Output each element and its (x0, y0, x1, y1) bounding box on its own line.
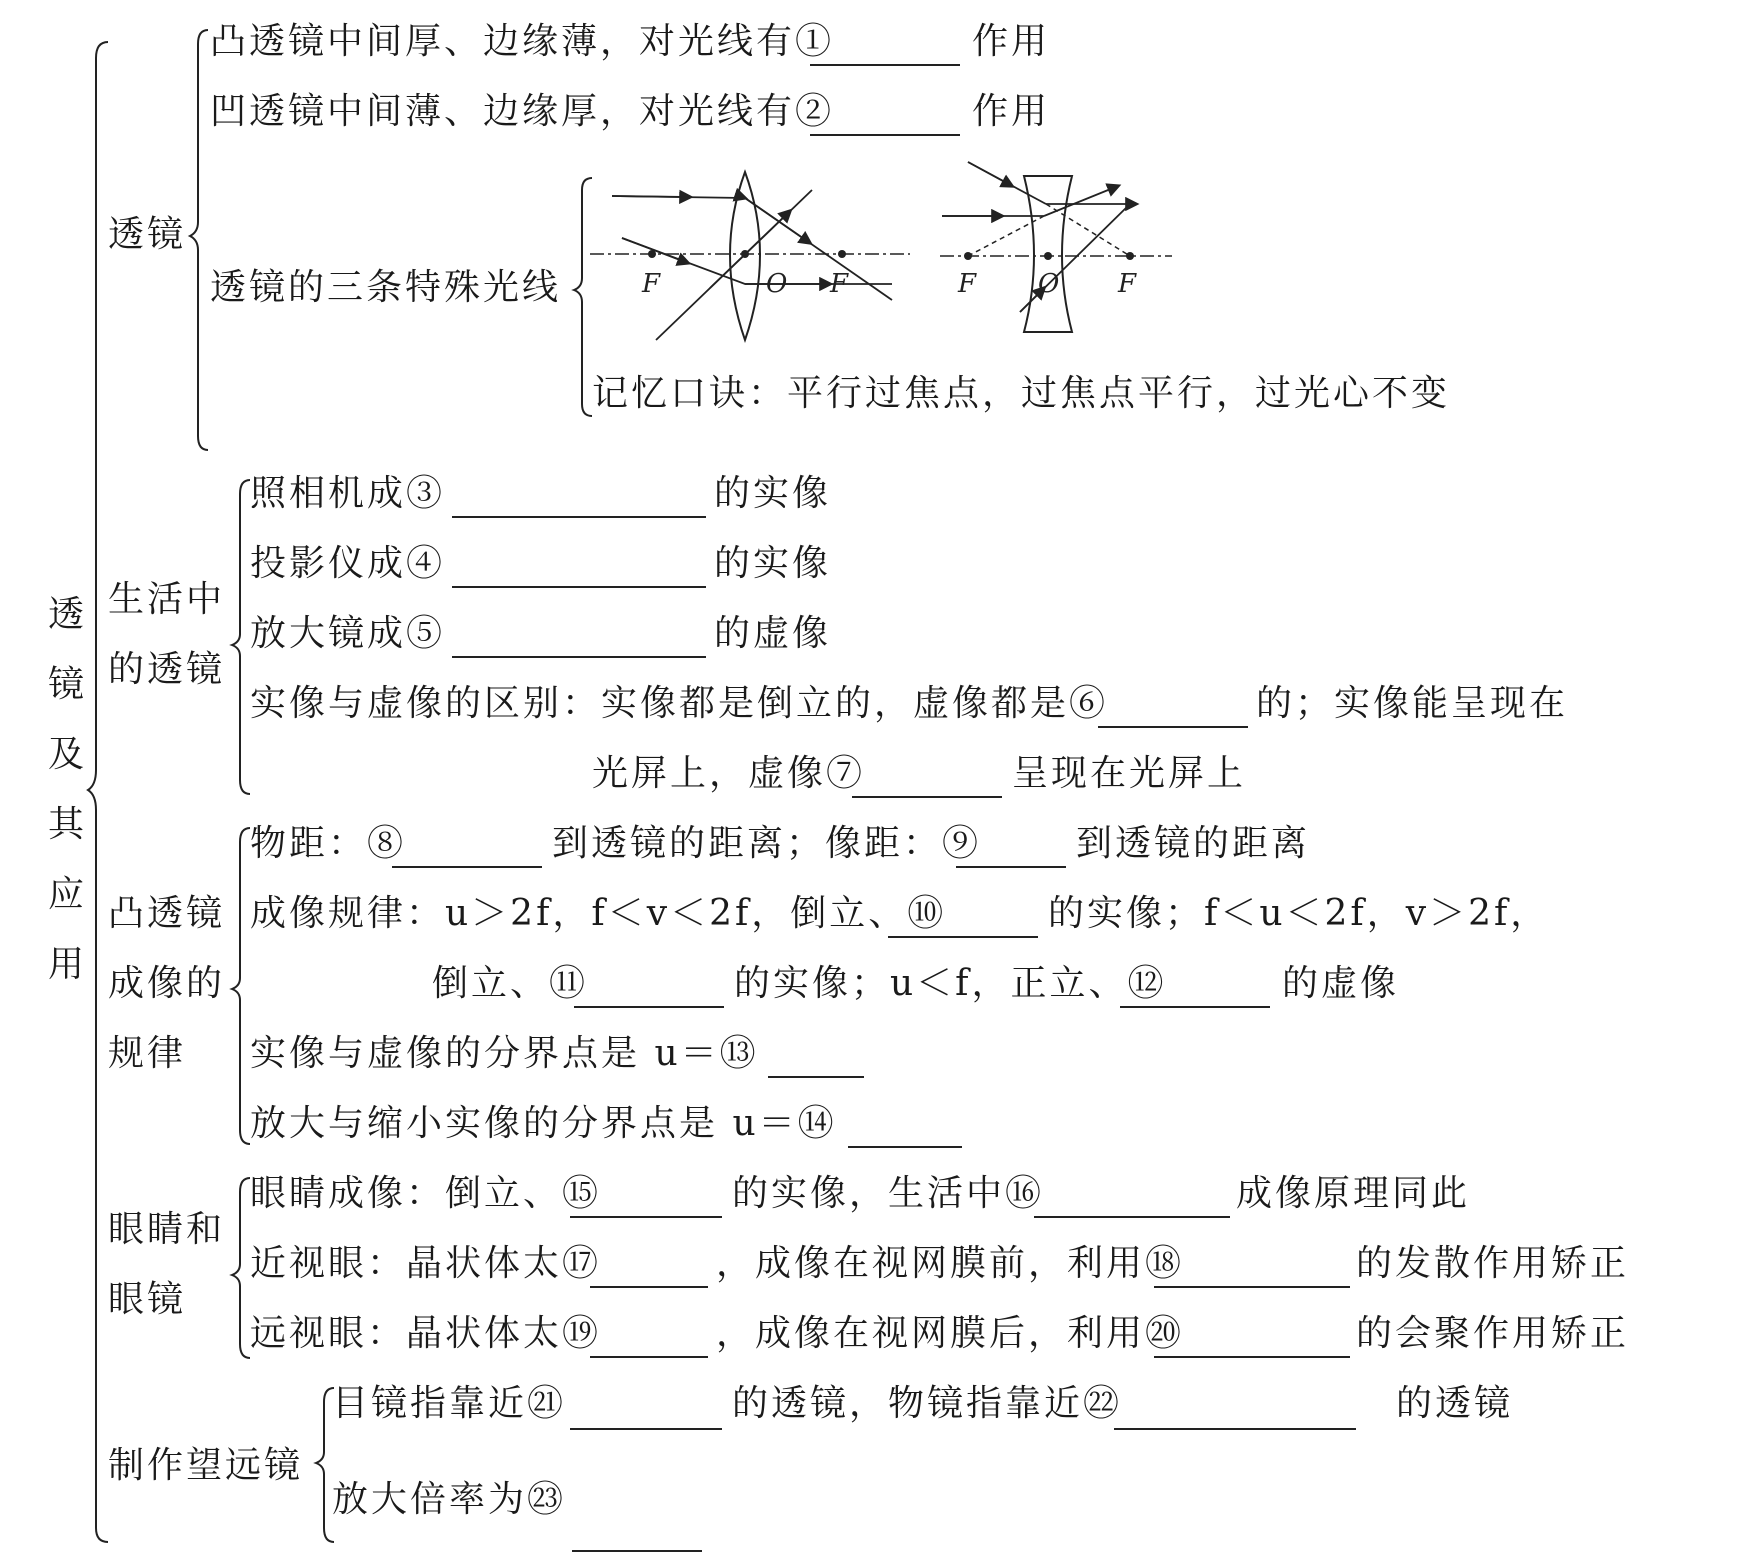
concave-line-post: 作用 (972, 91, 1051, 132)
blank-23[interactable] (572, 1550, 702, 1552)
blank-16[interactable] (1034, 1216, 1230, 1218)
focus-left (964, 252, 972, 260)
rule-brace (232, 828, 250, 1144)
life-label-line1: 生活中 (108, 579, 226, 620)
blank-7[interactable] (852, 796, 1002, 798)
eye-label-line2: 眼镜 (108, 1279, 187, 1320)
blank-9[interactable] (956, 866, 1066, 868)
blank-14[interactable] (848, 1146, 962, 1148)
o-label: O (766, 269, 788, 299)
myopia-pre: 近视眼：晶状体太⑰ (250, 1243, 602, 1284)
eye-imaging-pre: 眼睛成像：倒立、⑮ (250, 1173, 602, 1214)
mnemonic: 记忆口诀：平行过焦点，过焦点平行，过光心不变 (592, 373, 1451, 414)
camera-pre: 照相机成③ (250, 473, 446, 514)
concave-line-pre: 凹透镜中间薄、边缘厚，对光线有② (210, 91, 835, 132)
focus-right (838, 250, 846, 258)
ray-focal (622, 238, 892, 284)
blank-11[interactable] (574, 1006, 724, 1008)
convex-lens-diagram (590, 160, 920, 350)
root-char: 镜 (47, 664, 84, 705)
boundary1: 实像与虚像的分界点是 u＝⑬ (250, 1033, 759, 1074)
distance-pre: 物距：⑧ (250, 823, 407, 864)
rule-label-line2: 成像的 (108, 963, 226, 1004)
projector-pre: 投影仪成④ (250, 543, 446, 584)
blank-5[interactable] (452, 656, 706, 658)
distance-mid: 到透镜的距离；像距：⑨ (552, 823, 982, 864)
convex-line-pre: 凸透镜中间厚、边缘薄，对光线有① (210, 21, 835, 62)
blank-22[interactable] (1114, 1428, 1356, 1430)
boundary2: 放大与缩小实像的分界点是 u＝⑭ (250, 1103, 837, 1144)
blank-1[interactable] (810, 64, 960, 66)
hyperopia-mid: ，成像在视网膜后，利用⑳ (716, 1313, 1185, 1354)
rule1-post: 的实像；f＜u＜2f，v＞2f， (1048, 893, 1550, 934)
eye-imaging-post: 成像原理同此 (1236, 1173, 1471, 1214)
rule2-pre: 倒立、⑪ (432, 963, 589, 1004)
blank-20[interactable] (1154, 1356, 1350, 1358)
magnifier-pre: 放大镜成⑤ (250, 613, 446, 654)
blank-10[interactable] (888, 936, 1038, 938)
f-label: F (830, 269, 849, 299)
blank-8[interactable] (392, 866, 542, 868)
life-label-line2: 的透镜 (108, 649, 226, 690)
rule1-pre: 成像规律：u＞2f，f＜v＜2f，倒立、⑩ (250, 893, 947, 934)
concave-lens-diagram (940, 160, 1180, 340)
camera-post: 的实像 (714, 473, 832, 514)
rule-label-line3: 规律 (108, 1033, 187, 1074)
f-label: F (958, 269, 977, 299)
rule2-mid: 的实像；u＜f，正立、⑫ (734, 963, 1167, 1004)
diff2-post: 呈现在光屏上 (1012, 753, 1247, 794)
root-char: 透 (47, 594, 84, 635)
blank-15[interactable] (570, 1216, 722, 1218)
hyperopia-pre: 远视眼：晶状体太⑲ (250, 1313, 602, 1354)
magnification: 放大倍率为㉓ (332, 1479, 567, 1520)
special-rays-label: 透镜的三条特殊光线 (210, 267, 562, 308)
eyepiece-post: 的透镜 (1396, 1383, 1514, 1424)
root-char: 其 (47, 804, 84, 845)
magnifier-post: 的虚像 (714, 613, 832, 654)
blank-4[interactable] (452, 586, 706, 588)
life-brace (232, 480, 250, 794)
blank-3[interactable] (452, 516, 706, 518)
focus-left (648, 250, 656, 258)
blank-12[interactable] (1120, 1006, 1270, 1008)
root-char: 用 (47, 944, 84, 985)
blank-21[interactable] (570, 1428, 722, 1430)
root-char: 应 (47, 874, 84, 915)
blank-19[interactable] (590, 1356, 708, 1358)
root-title (44, 580, 88, 1000)
distance-post: 到透镜的距离 (1076, 823, 1311, 864)
blank-2[interactable] (810, 134, 960, 136)
convex-line-post: 作用 (972, 21, 1051, 62)
rule-label-line1: 凸透镜 (108, 893, 226, 934)
eyepiece-mid: 的透镜，物镜指靠近㉒ (732, 1383, 1123, 1424)
lens-brace (190, 30, 208, 450)
f-label: F (1118, 269, 1137, 299)
projector-post: 的实像 (714, 543, 832, 584)
eye-label-line1: 眼睛和 (108, 1209, 226, 1250)
lens-label: 透镜 (108, 214, 187, 255)
f-label: F (642, 269, 661, 299)
diff2-pre: 光屏上，虚像⑦ (592, 753, 866, 794)
diff-mid: 的；实像能呈现在 (1256, 683, 1569, 724)
myopia-mid: ，成像在视网膜前，利用⑱ (716, 1243, 1185, 1284)
blank-17[interactable] (590, 1286, 708, 1288)
telescope-label: 制作望远镜 (108, 1445, 304, 1486)
diff-pre: 实像与虚像的区别：实像都是倒立的，虚像都是⑥ (250, 683, 1109, 724)
blank-13[interactable] (768, 1076, 864, 1078)
optical-center (741, 250, 749, 258)
rule2-post: 的虚像 (1282, 963, 1400, 1004)
myopia-post: 的发散作用矫正 (1356, 1243, 1630, 1284)
focus-right (1126, 252, 1134, 260)
eye-brace (232, 1178, 250, 1358)
blank-18[interactable] (1154, 1286, 1350, 1288)
root-brace (88, 42, 108, 1542)
optical-center (1044, 252, 1052, 260)
hyperopia-post: 的会聚作用矫正 (1356, 1313, 1630, 1354)
eye-imaging-mid: 的实像，生活中⑯ (732, 1173, 1045, 1214)
eyepiece-pre: 目镜指靠近㉑ (332, 1383, 567, 1424)
blank-6[interactable] (1098, 726, 1248, 728)
o-label: O (1038, 269, 1060, 299)
root-char: 及 (47, 734, 84, 775)
